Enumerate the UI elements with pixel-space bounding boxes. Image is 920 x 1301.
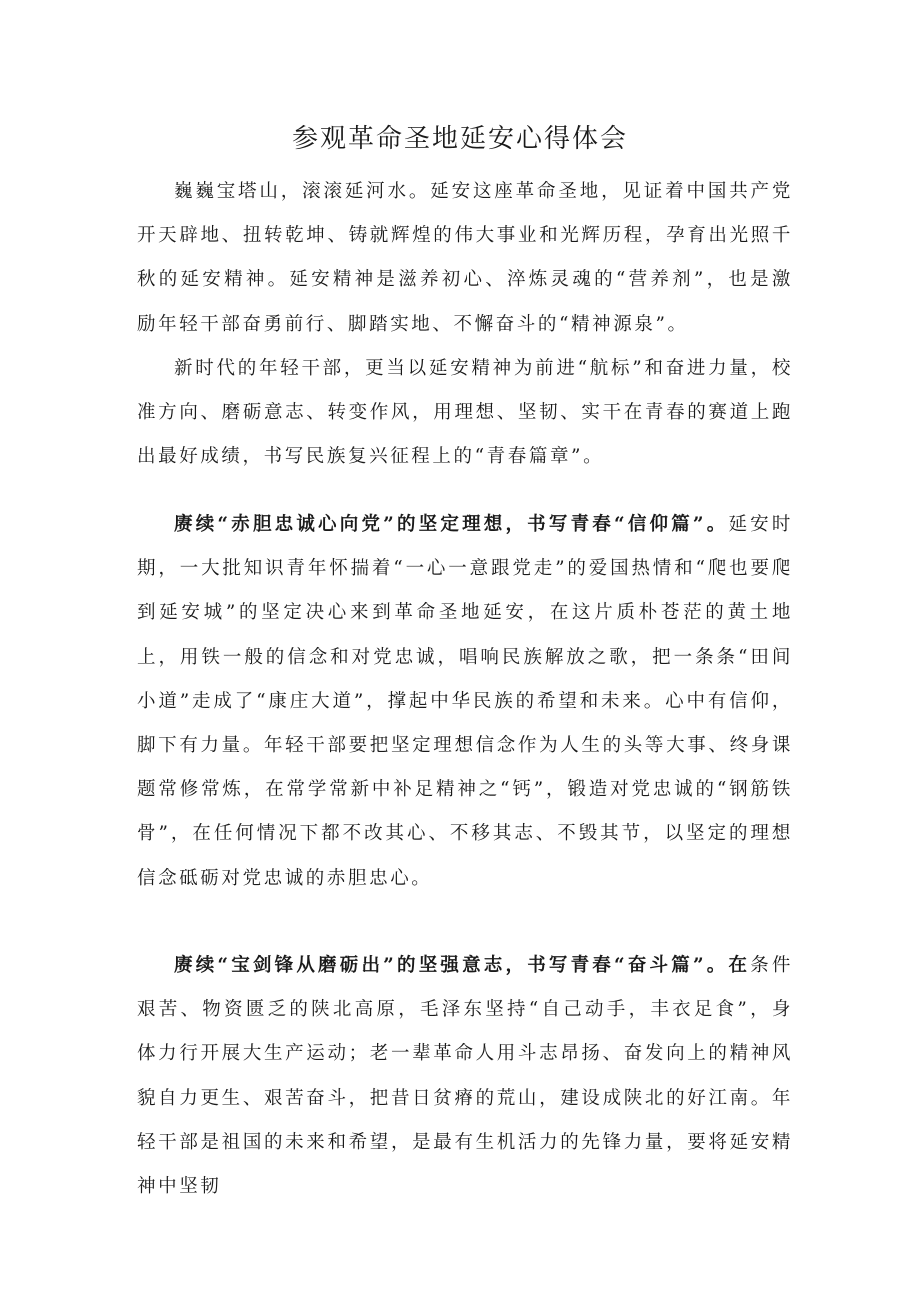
- paragraph-text: 巍巍宝塔山，滚滚延河水。延安这座革命圣地，见证着中国共产党开天辟地、扭转乾坤、铸就辉煌的伟大事业和光辉历程，孕育出光照千秋的延安精神。延安精神是滋养初心、淬炼灵魂的“营养剂”，也是激励年轻干部奋勇前行、脚踏实地、不懈奋斗的“精神源泉”。: [137, 181, 793, 335]
- paragraph-young-cadres: [137, 347, 793, 480]
- document-title: 参观革命圣地延安心得体会: [291, 124, 628, 154]
- paragraph-heading-faith: 赓续“赤胆忠诚心向党”的坚定理想，书写青春“信仰篇”。: [174, 514, 729, 535]
- paragraph-text: 延安时期，一大批知识青年怀揣着“一心一意跟党走”的爱国热情和“爬也要爬到延安城”的坚定决心来到革命圣地延安，在这片质朴苍茫的黄土地上，用铁一般的信念和对党忠诚，唱响民族解放之歌，把一条条“田间小道”走成了“康庄大道”，撑起中华民族的希望和未来。心中有信仰，脚下有力量。年轻干部要把坚定理想信念作为人生的头等大事、终身课题常修常炼，在常学常新中补足精神之“钙”，锻造对党忠诚的“钢筋铁骨”，在任何情况下都不改其心、不移其志、不毁其节，以坚定的理想信念砥砺对党忠诚的赤胆忠心。: [137, 514, 793, 889]
- paragraph-text: 条件艰苦、物资匮乏的陕北高原，毛泽东坚持“自己动手，丰衣足食”，身体力行开展大生产运动；老一辈革命人用斗志昂扬、奋发向上的精神风貌自力更生、艰苦奋斗，把昔日贫瘠的荒山，建设成陕北的好江南。年轻干部是祖国的未来和希望，是最有生机活力的先锋力量，要将延安精神中坚韧: [137, 955, 793, 1198]
- paragraph-faith: [137, 503, 793, 901]
- paragraph-intro: [137, 170, 793, 347]
- paragraph-struggle: [137, 944, 793, 1209]
- paragraph-text: 新时代的年轻干部，更当以延安精神为前进“航标”和奋进力量，校准方向、磨砺意志、转变作风，用理想、坚韧、实干在青春的赛道上跑出最好成绩，书写民族复兴征程上的“青春篇章”。: [137, 358, 793, 468]
- paragraph-heading-struggle: 赓续“宝剑锋从磨砺出”的坚强意志，书写青春“奋斗篇”。在: [174, 955, 751, 976]
